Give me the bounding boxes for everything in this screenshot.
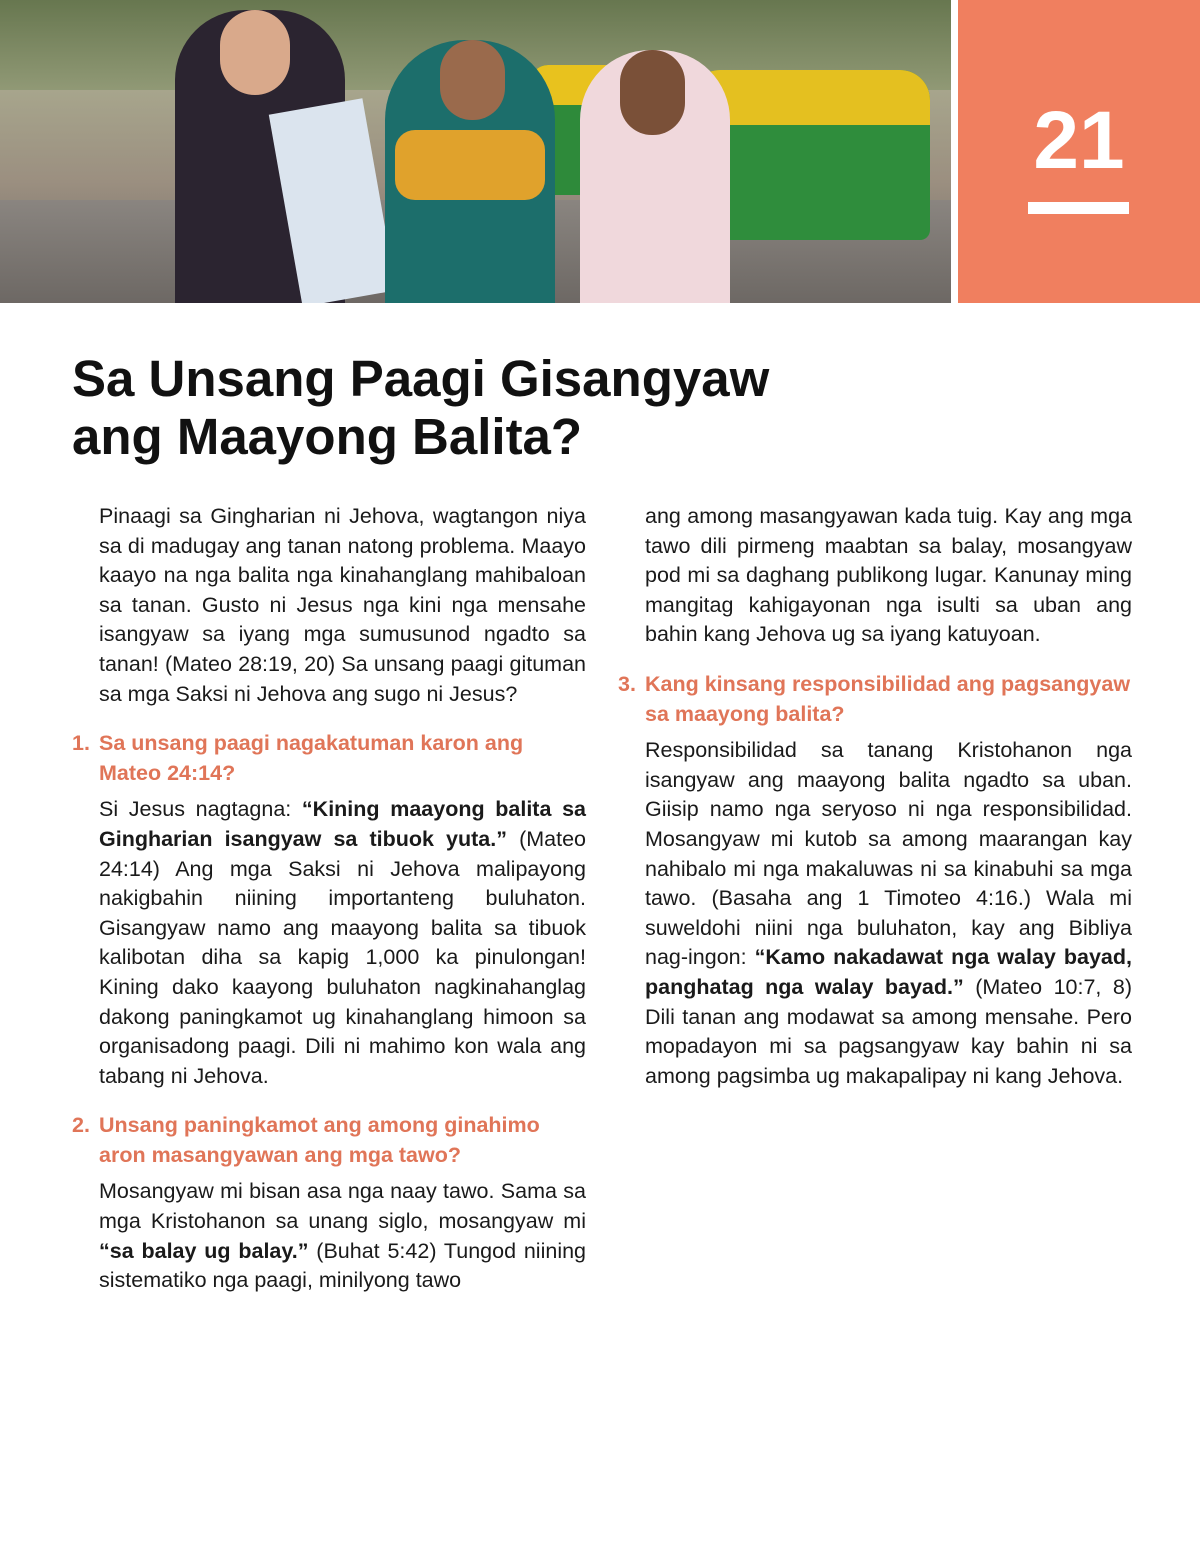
scripture-quote: “sa balay ug balay.”	[99, 1238, 309, 1263]
question-text: Kang kinsang responsibilidad ang pagsangyaw sa maayong balita?	[645, 671, 1131, 726]
text: ang among masangyawan kada tuig. Kay ang mga tawo dili pirmeng maabtan sa balay, mosangyaw pod mi sa daghang publikong lugar. Kanunay ming mangitag kahigayonan nga isulti sa uban ang bahin kang Jehova ug sa iyang katuyoan.	[645, 504, 1132, 647]
text: Responsibilidad sa tanang Kristohanon nga isangyaw ang maayong balita ngadto sa uban. Giisip namo nga seryoso ni nga responsibilidad. Mosangyaw mi kutob sa among maarangan kay nahibalo mi nga makaluwas ni sa kinabuhi sa mga tawo. (Basaha ang 1 Timoteo 4:16.) Wala mi suweldohi niini nga buluhaton, kay ang Bibliya nag-ingon:	[645, 738, 1132, 970]
answer-paragraph	[645, 736, 1132, 1091]
title-line: ang Maayong Balita?	[72, 408, 583, 465]
person	[385, 40, 555, 303]
question-number: 1.	[72, 731, 90, 756]
scripture-quote: “Kining maayong balita sa Gingharian isangyaw sa tibuok yuta.”	[99, 797, 586, 851]
intro-paragraph: Pinaagi sa Gingharian ni Jehova, wagtangon niya sa di madugay ang tanan natong problema. Maayo kaayo na nga balita nga kinahanglang mahibaloan sa tanan. Gusto ni Jesus nga kini nga mensahe isangyaw sa iyang mga sumusunod ngadto sa tanan! (Mateo 28:19, 20) Sa unsang paagi gituman sa mga Saksi ni Jehova ang sugo ni Jesus?	[99, 504, 586, 706]
cover-photo	[0, 0, 951, 303]
answer-paragraph-continued	[645, 502, 1132, 650]
title-line: Sa Unsang Paagi Gisangyaw	[72, 350, 770, 407]
text: (Mateo 24:14) Ang mga Saksi ni Jehova malipayong nakigbahin niining importanteng buluhaton. Gisangyaw namo ang maayong balita sa tibuok kalibotan diha sa kapig 1,000 ka pinulongan! Kining dako kaayong buluhaton nagkinahanglag dakong paningkamot ug kinahanglang himoon sa organisadong paagi. Dili ni mahimo kon wala ang tabang ni Jehova.	[99, 826, 586, 1088]
scripture-quote: “Kamo nakadawat nga walay bayad, panghatag nga walay bayad.”	[645, 945, 1132, 999]
text: Si Jesus nagtagna:	[99, 797, 302, 822]
lesson-number-box	[958, 0, 1200, 303]
question-heading	[72, 729, 586, 788]
page-title	[72, 350, 872, 466]
question-number: 3.	[618, 671, 636, 696]
right-column	[618, 502, 1132, 1091]
left-column	[72, 502, 586, 1296]
text: Mosangyaw mi bisan asa nga naay tawo. Sama sa mga Kristohanon sa unang siglo, mosangyaw mi	[99, 1179, 586, 1234]
text: (Mateo 10:7, 8) Dili tanan ang modawat sa among mensahe. Pero mopadayon mi sa pagsangyaw kay bahin ni sa among pagsimba ug makapalipay ni kang Jehova.	[645, 974, 1132, 1088]
question-heading	[72, 1111, 586, 1170]
question-heading	[618, 670, 1132, 729]
text: (Buhat 5:42) Tungod niining sistematiko nga paagi, minilyong tawo	[99, 1238, 586, 1293]
person	[580, 50, 730, 303]
lesson-number: 21	[1033, 95, 1125, 186]
answer-paragraph	[99, 1177, 586, 1296]
question-text: Sa unsang paagi nagakatuman karon ang Mateo 24:14?	[99, 731, 524, 785]
question-text: Unsang paningkamot ang among ginahimo aron masangyawan ang mga tawo?	[99, 1113, 540, 1167]
answer-paragraph	[99, 795, 586, 1091]
underline-bar	[1028, 202, 1129, 214]
question-number: 2.	[72, 1113, 90, 1138]
